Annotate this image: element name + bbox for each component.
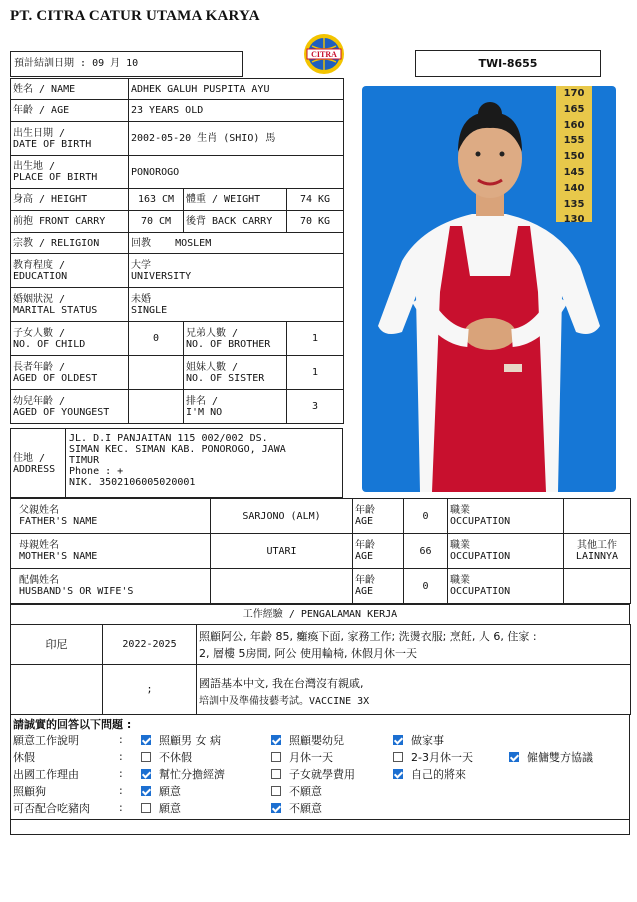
rank-label: 排名 / I'M NO xyxy=(184,390,287,424)
question-option[interactable] xyxy=(271,782,393,799)
spouse-row xyxy=(11,569,631,604)
youngest-label: 幼兒年齡 / AGED OF YOUNGEST xyxy=(11,390,129,424)
father-row xyxy=(11,499,631,534)
ruler-mark: 145 xyxy=(563,167,585,178)
address-label: 住地 / ADDRESS xyxy=(13,453,56,475)
rank-value: 3 xyxy=(287,390,344,424)
religion-label: 宗教 / RELIGION xyxy=(11,233,129,254)
checkbox-unchecked-icon[interactable] xyxy=(141,752,151,762)
option-label: 子女就學費用 xyxy=(289,767,355,781)
spouse-age-label: 年齡 AGE xyxy=(353,569,404,604)
option-label: 2-3月休一天 xyxy=(411,750,473,764)
name-label: 姓名 / NAME xyxy=(11,79,129,100)
option-label: 僱傭雙方協議 xyxy=(527,750,593,764)
option-label: 不願意 xyxy=(289,784,322,798)
address-block xyxy=(10,428,343,498)
ruler-mark: 165 xyxy=(563,103,585,115)
question-row xyxy=(11,765,619,782)
work-country-2 xyxy=(11,665,103,715)
question-option[interactable] xyxy=(141,748,271,765)
religion-value: 回教 MOSLEM xyxy=(129,233,344,254)
checkbox-unchecked-icon[interactable] xyxy=(271,786,281,796)
option-label: 月休一天 xyxy=(289,750,333,764)
sisters-label: 姐妹人數 / NO. OF SISTER xyxy=(184,356,287,390)
question-option[interactable] xyxy=(509,748,619,765)
sisters-value: 1 xyxy=(287,356,344,390)
question-colon: : xyxy=(119,767,123,780)
empty-cell xyxy=(509,765,619,782)
work-header-text: 工作經驗 / PENGALAMAN KERJA xyxy=(242,609,398,620)
mother-label: 母親姓名 MOTHER'S NAME xyxy=(11,534,211,569)
option-label: 不休假 xyxy=(159,750,192,764)
option-label: 照顧嬰幼兒 xyxy=(289,733,344,747)
question-label: 願意工作說明 xyxy=(13,733,79,747)
training-date-box xyxy=(10,51,243,77)
work-header xyxy=(10,604,630,625)
questions-table xyxy=(11,731,619,816)
marital-label: 婚姻狀況 / MARITAL STATUS xyxy=(11,288,129,322)
work-table xyxy=(10,624,631,715)
pob-label: 出生地 / PLACE OF BIRTH xyxy=(11,156,129,189)
question-row xyxy=(11,782,619,799)
company-name: PT. CITRA CATUR UTAMA KARYA xyxy=(10,8,260,24)
front-carry-label: 前抱 FRONT CARRY xyxy=(11,211,129,233)
children-label: 子女人數 / NO. OF CHILD xyxy=(11,322,129,356)
empty-cell xyxy=(393,782,509,799)
mother-name: UTARI xyxy=(211,534,353,569)
question-colon: : xyxy=(119,750,123,763)
work-country-1: 印尼 xyxy=(11,625,103,665)
ruler-mark: 160 xyxy=(563,119,585,131)
height-label: 身高 / HEIGHT xyxy=(11,189,129,211)
mother-age-label: 年齡 AGE xyxy=(353,534,404,569)
worker-code xyxy=(415,50,601,77)
weight-label: 體重 / WEIGHT xyxy=(184,189,287,211)
father-age-label: 年齡 AGE xyxy=(353,499,404,534)
marital-value: 未婚 SINGLE xyxy=(129,288,344,322)
option-label: 照顧男 女 病 xyxy=(159,733,221,747)
checkbox-unchecked-icon[interactable] xyxy=(141,803,151,813)
checkbox-checked-icon[interactable] xyxy=(271,735,281,745)
work-row-1 xyxy=(11,625,631,665)
father-name: SARJONO (ALM) xyxy=(211,499,353,534)
mother-age: 66 xyxy=(404,534,448,569)
empty-cell xyxy=(509,731,619,748)
question-option[interactable] xyxy=(393,748,509,765)
checkbox-unchecked-icon[interactable] xyxy=(393,752,403,762)
question-option[interactable] xyxy=(271,731,393,748)
option-label: 做家事 xyxy=(411,733,444,747)
question-colon: : xyxy=(119,784,123,797)
logo-text: CITRA xyxy=(311,50,337,59)
spouse-extra xyxy=(564,569,631,604)
education-value: 大学 UNIVERSITY xyxy=(129,254,344,288)
father-age: 0 xyxy=(404,499,448,534)
question-row xyxy=(11,731,619,748)
footer-box xyxy=(10,819,630,835)
dob-value: 2002-05-20 生肖 (SHIO) 馬 xyxy=(129,122,344,156)
ruler-mark: 150 xyxy=(563,151,585,163)
question-option[interactable] xyxy=(271,799,393,816)
work-row-2 xyxy=(11,665,631,715)
ruler-mark: 155 xyxy=(563,135,585,147)
question-option[interactable] xyxy=(393,731,509,748)
father-occupation-label: 職業 OCCUPATION xyxy=(448,499,564,534)
spouse-label: 配偶姓名 HUSBAND'S OR WIFE'S xyxy=(11,569,211,604)
question-option[interactable] xyxy=(141,731,271,748)
question-label: 可否配合吃豬肉 xyxy=(13,801,90,815)
name-value: ADHEK GALUH PUSPITA AYU xyxy=(129,79,344,100)
question-option[interactable] xyxy=(271,765,393,782)
question-option[interactable] xyxy=(141,765,271,782)
option-label: 願意 xyxy=(159,801,181,815)
option-label: 自己的將來 xyxy=(411,767,466,781)
question-label: 休假 xyxy=(13,750,35,764)
front-carry-value: 70 CM xyxy=(129,211,184,233)
back-carry-label: 後背 BACK CARRY xyxy=(184,211,287,233)
spouse-name xyxy=(211,569,353,604)
option-label: 不願意 xyxy=(289,801,322,815)
checkbox-checked-icon[interactable] xyxy=(141,735,151,745)
checkbox-checked-icon[interactable] xyxy=(141,786,151,796)
weight-value: 74 KG xyxy=(287,189,344,211)
age-value: 23 YEARS OLD xyxy=(129,100,344,122)
empty-cell xyxy=(509,782,619,799)
checkbox-checked-icon[interactable] xyxy=(141,769,151,779)
empty-cell xyxy=(393,799,509,816)
question-row xyxy=(11,799,619,816)
option-label: 幫忙分擔經濟 xyxy=(159,767,225,781)
brothers-label: 兄弟人數 / NO. OF BROTHER xyxy=(184,322,287,356)
ruler-mark: 140 xyxy=(563,182,585,194)
question-option[interactable] xyxy=(141,782,271,799)
questions-title: 請誠實的回答以下問題 : xyxy=(13,718,132,731)
address-value: JL. D.I PANJAITAN 115 002/002 DS. SIMAN KEC. SIMAN KAB. PONOROGO, JAWA TIMUR Phone : + NIK. 3502106005020001 xyxy=(69,433,286,488)
pob-value: PONOROGO xyxy=(129,156,344,189)
mother-row xyxy=(11,534,631,569)
father-extra xyxy=(564,499,631,534)
work-period-1: 2022-2025 xyxy=(103,625,197,665)
hands xyxy=(464,318,516,350)
dob-label: 出生日期 / DATE OF BIRTH xyxy=(11,122,129,156)
company-logo xyxy=(303,33,345,75)
children-value: 0 xyxy=(129,322,184,356)
work-desc-2: 國語基本中文, 我在台灣沒有親戚, 培訓中及準備技藝考試。VACCINE 3X xyxy=(197,665,631,715)
question-option[interactable] xyxy=(393,765,509,782)
checkbox-checked-icon[interactable] xyxy=(509,752,519,762)
option-label: 願意 xyxy=(159,784,181,798)
brothers-value: 1 xyxy=(287,322,344,356)
question-label: 照顧狗 xyxy=(13,784,46,798)
address-divider xyxy=(65,429,66,497)
checkbox-checked-icon[interactable] xyxy=(393,735,403,745)
checkbox-checked-icon[interactable] xyxy=(393,769,403,779)
family-table xyxy=(10,498,631,604)
question-option[interactable] xyxy=(141,799,271,816)
empty-cell xyxy=(509,799,619,816)
mother-extra: 其他工作 LAINNYA xyxy=(564,534,631,569)
work-period-2: ; xyxy=(103,665,197,715)
ruler-mark: 170 xyxy=(563,88,585,99)
spouse-occupation-label: 職業 OCCUPATION xyxy=(448,569,564,604)
oldest-value xyxy=(129,356,184,390)
mother-occupation-label: 職業 OCCUPATION xyxy=(448,534,564,569)
worker-photo xyxy=(362,86,616,492)
checkbox-unchecked-icon[interactable] xyxy=(271,752,281,762)
youngest-value xyxy=(129,390,184,424)
worker-code-text: TWI-8655 xyxy=(478,57,538,70)
questions-block xyxy=(10,714,630,820)
education-label: 教育程度 / EDUCATION xyxy=(11,254,129,288)
question-option[interactable] xyxy=(271,748,393,765)
question-label: 出國工作理由 xyxy=(13,767,79,781)
training-date-label: 預計結訓日期 : xyxy=(14,58,87,69)
question-colon: : xyxy=(119,801,123,814)
checkbox-checked-icon[interactable] xyxy=(271,803,281,813)
question-row xyxy=(11,748,619,765)
oldest-label: 長者年齡 / AGED OF OLDEST xyxy=(11,356,129,390)
checkbox-unchecked-icon[interactable] xyxy=(271,769,281,779)
spouse-age: 0 xyxy=(404,569,448,604)
back-carry-value: 70 KG xyxy=(287,211,344,233)
father-label: 父親姓名 FATHER'S NAME xyxy=(11,499,211,534)
personal-info-table xyxy=(10,78,344,424)
age-label: 年齡 / AGE xyxy=(11,100,129,122)
ruler-mark: 135 xyxy=(563,198,585,210)
height-value: 163 CM xyxy=(129,189,184,211)
ruler-mark: 130 xyxy=(563,214,585,226)
question-colon: : xyxy=(119,733,123,746)
training-date-value: 09 月 10 xyxy=(92,58,139,69)
work-desc-1: 照顧阿公, 年齡 85, 癱瘓下面, 家務工作; 洗燙衣服; 烹飪, 人 6, 住家 : 2, 層樓 5房間, 阿公 使用輪椅, 休假月休一天 xyxy=(197,625,631,665)
